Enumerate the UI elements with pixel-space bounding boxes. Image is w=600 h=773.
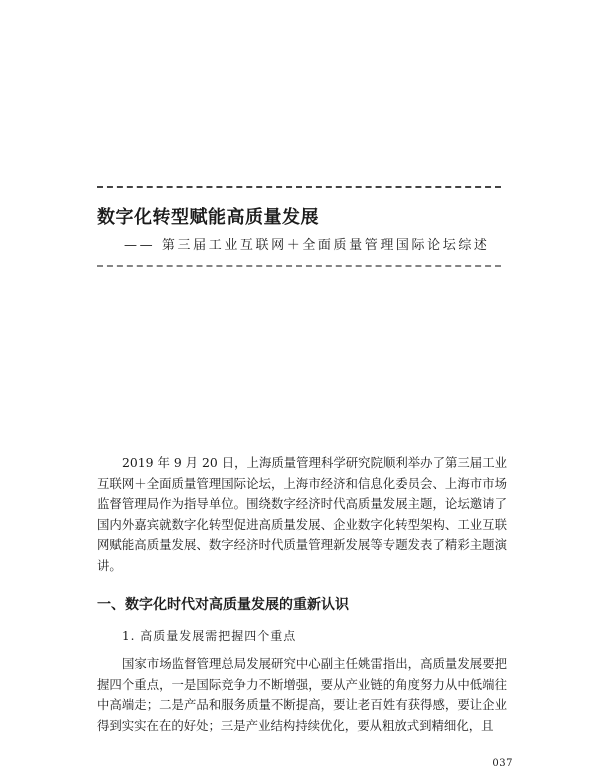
subsection-heading: 1. 高质量发展需把握四个重点	[122, 629, 297, 643]
intro-paragraph: 2019 年 9 月 20 日，上海质量管理科学研究院顺利举办了第三届工业互联网＋全面质量管理国际论坛，上海市经济和信息化委员会、上海市市场监督管理局作为指导单位。围绕数字经济时代高质量发展主题，论坛邀请了国内外嘉宾就数字化转型促进高质量发展、企业数字化转型架构、工业互联网赋能高质量发展、数字经济时代质量管理新发展等专题发表了精彩主题演讲。	[97, 455, 507, 573]
header-bottom-rule	[97, 265, 501, 267]
page-number: 037	[492, 758, 513, 769]
header-top-rule	[97, 186, 501, 188]
body-paragraph: 国家市场监督管理总局发展研究中心副主任姚雷指出，高质量发展要把握四个重点，一是国际竞争力不断增强，要从产业链的角度努力从中低端往中高端走；二是产品和服务质量不断提高，要让老百姓有获得感，要让企业得到实实在在的好处；三是产业结构持续优化，要从粗放式到精细化，且	[97, 656, 507, 733]
section-heading: 一、数字化时代对高质量发展的重新认识	[97, 597, 349, 613]
article-title: 数字化转型赋能高质量发展	[97, 207, 319, 228]
article-subtitle: —— 第三届工业互联网＋全面质量管理国际论坛综述	[124, 238, 490, 253]
